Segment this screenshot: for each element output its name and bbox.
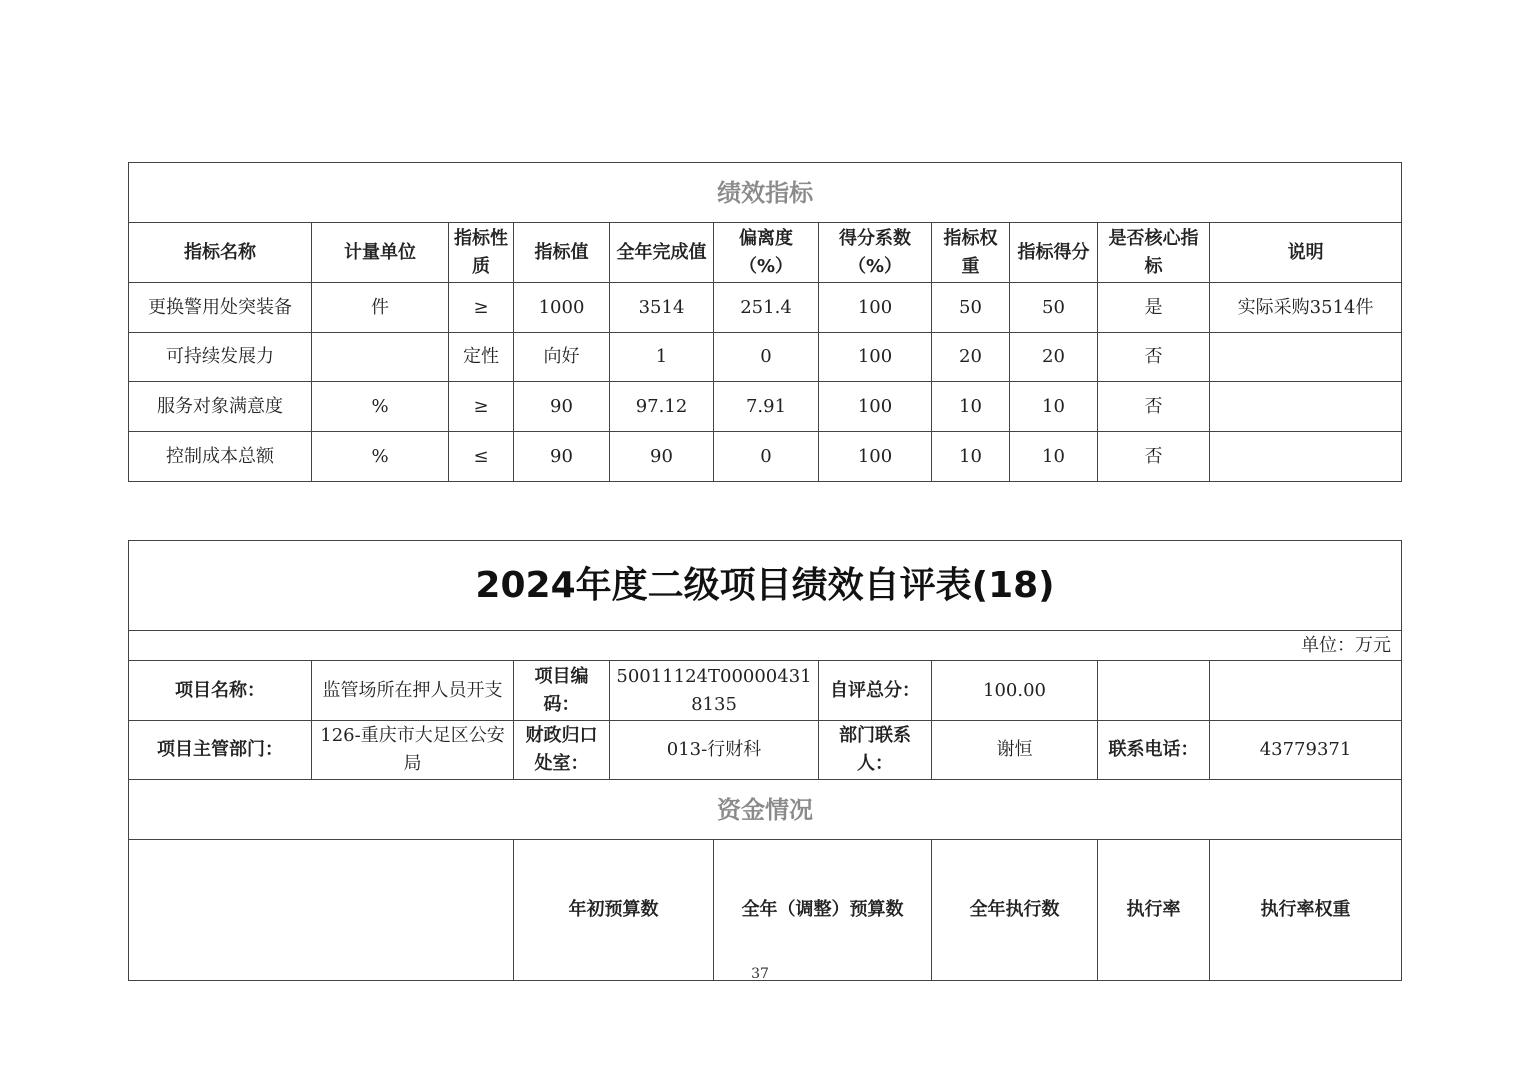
self-evaluation-form	[128, 540, 1402, 981]
cell: 更换警用处突装备	[129, 283, 312, 333]
empty-cell	[1210, 661, 1402, 721]
cell: 向好	[514, 333, 610, 382]
table-row	[129, 432, 1402, 482]
form-title: 2024年度二级项目绩效自评表(18)	[129, 541, 1402, 631]
phone-label: 联系电话：	[1098, 721, 1210, 780]
table-row	[129, 283, 1402, 333]
project-code-label: 项目编码：	[514, 661, 610, 721]
cell: 否	[1098, 432, 1210, 482]
col-header: 得分系数（%）	[819, 223, 932, 283]
cell: %	[312, 432, 449, 482]
table-row	[129, 333, 1402, 382]
unit-label: 单位：万元	[129, 631, 1402, 661]
cell: 90	[514, 382, 610, 432]
cell: 实际采购3514件	[1210, 283, 1402, 333]
cell: 100	[819, 382, 932, 432]
contact-label: 部门联系人：	[819, 721, 932, 780]
col-header: 全年（调整）预算数	[714, 840, 932, 981]
cell	[1210, 382, 1402, 432]
cell: 3514	[610, 283, 714, 333]
cell: 否	[1098, 333, 1210, 382]
cell: 1	[610, 333, 714, 382]
cell: 否	[1098, 382, 1210, 432]
cell: 7.91	[714, 382, 819, 432]
dept-label: 项目主管部门：	[129, 721, 312, 780]
cell: 10	[1010, 382, 1098, 432]
col-header: 说明	[1210, 223, 1402, 283]
cell: 控制成本总额	[129, 432, 312, 482]
finance-value: 013-行财科	[610, 721, 819, 780]
cell: 50	[1010, 283, 1098, 333]
cell: ≥	[449, 283, 514, 333]
cell: 1000	[514, 283, 610, 333]
contact-value: 谢恒	[932, 721, 1098, 780]
cell: 251.4	[714, 283, 819, 333]
cell: 服务对象满意度	[129, 382, 312, 432]
col-header: 计量单位	[312, 223, 449, 283]
cell: 90	[514, 432, 610, 482]
cell: 20	[932, 333, 1010, 382]
cell: %	[312, 382, 449, 432]
department-info-row	[129, 721, 1402, 780]
col-header: 全年完成值	[610, 223, 714, 283]
col-header: 执行率	[1098, 840, 1210, 981]
cell: 50	[932, 283, 1010, 333]
cell: 0	[714, 432, 819, 482]
col-header: 指标名称	[129, 223, 312, 283]
table-row	[129, 382, 1402, 432]
funds-section-title: 资金情况	[129, 780, 1402, 840]
cell: 是	[1098, 283, 1210, 333]
cell	[1210, 432, 1402, 482]
project-name-value: 监管场所在押人员开支	[312, 661, 514, 721]
empty-cell	[129, 840, 514, 981]
cell: 100	[819, 333, 932, 382]
project-name-label: 项目名称：	[129, 661, 312, 721]
dept-value: 126-重庆市大足区公安局	[312, 721, 514, 780]
performance-indicators-table	[128, 162, 1402, 482]
finance-label: 财政归口处室：	[514, 721, 610, 780]
self-score-label: 自评总分：	[819, 661, 932, 721]
col-header: 年初预算数	[514, 840, 714, 981]
phone-value: 43779371	[1210, 721, 1402, 780]
cell: 件	[312, 283, 449, 333]
col-header: 指标权重	[932, 223, 1010, 283]
cell: 100	[819, 283, 932, 333]
cell: 可持续发展力	[129, 333, 312, 382]
cell	[1210, 333, 1402, 382]
page-number: 37	[751, 966, 769, 982]
col-header: 全年执行数	[932, 840, 1098, 981]
cell: 0	[714, 333, 819, 382]
self-score-value: 100.00	[932, 661, 1098, 721]
col-header: 指标性质	[449, 223, 514, 283]
col-header: 是否核心指标	[1098, 223, 1210, 283]
col-header: 指标值	[514, 223, 610, 283]
cell: 20	[1010, 333, 1098, 382]
cell: 10	[932, 432, 1010, 482]
cell: 10	[1010, 432, 1098, 482]
cell: 90	[610, 432, 714, 482]
cell	[312, 333, 449, 382]
cell: ≤	[449, 432, 514, 482]
cell: 10	[932, 382, 1010, 432]
col-header: 指标得分	[1010, 223, 1098, 283]
col-header: 执行率权重	[1210, 840, 1402, 981]
cell: 定性	[449, 333, 514, 382]
col-header: 偏离度（%）	[714, 223, 819, 283]
performance-section-title: 绩效指标	[129, 163, 1402, 223]
cell: 100	[819, 432, 932, 482]
performance-header-row	[129, 223, 1402, 283]
cell: 97.12	[610, 382, 714, 432]
empty-cell	[1098, 661, 1210, 721]
project-info-row	[129, 661, 1402, 721]
project-code-value: 50011124T000004318135	[610, 661, 819, 721]
funds-header-row	[129, 840, 1402, 981]
cell: ≥	[449, 382, 514, 432]
